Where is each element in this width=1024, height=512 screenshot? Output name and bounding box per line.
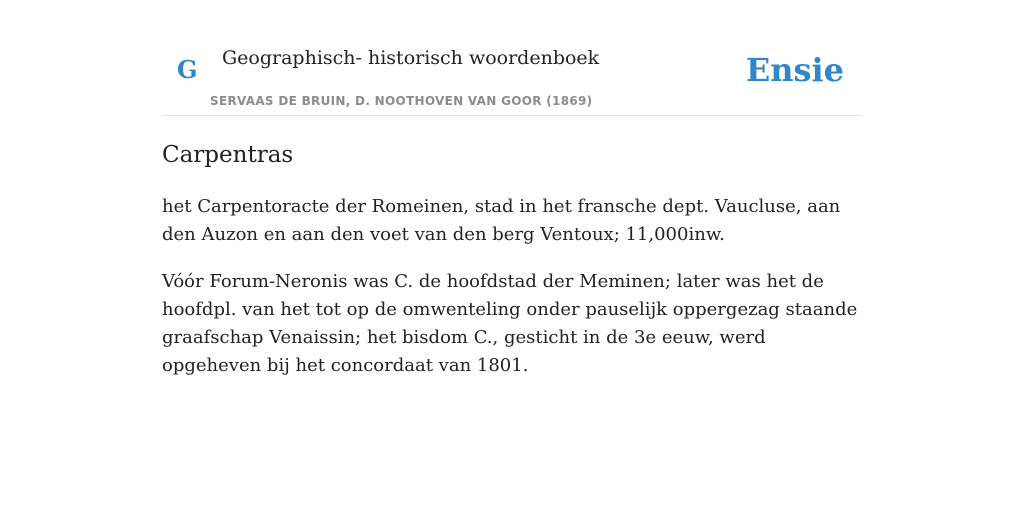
entry-paragraph: het Carpentoracte der Romeinen, stad in het fransche dept. Vaucluse, aan den Auzon en aan den voet van den berg Ventoux; 11,000inw. [162,196,841,245]
ensie-logo-link[interactable]: Ensie [745,51,844,89]
entry-title: Carpentras [162,142,294,168]
book-authors: SERVAAS DE BRUIN, D. NOOTHOVEN VAN GOOR (1869) [210,94,593,108]
entry-body [162,193,862,399]
header [162,0,862,116]
entry-paragraph: Vóór Forum-Neronis was C. de hoofdstad der Meminen; later was het de hoofdpl. van het tot op de omwenteling onder pauselijk oppergezag staande graafschap Venaissin; het bisdom C., gesticht in de 3e eeuw, werd opgeheven bij het concordaat van 1801. [162,271,858,376]
book-title[interactable]: Geographisch- historisch woordenboek [222,47,600,69]
book-logo[interactable]: G [177,55,198,84]
page-container [162,0,862,376]
